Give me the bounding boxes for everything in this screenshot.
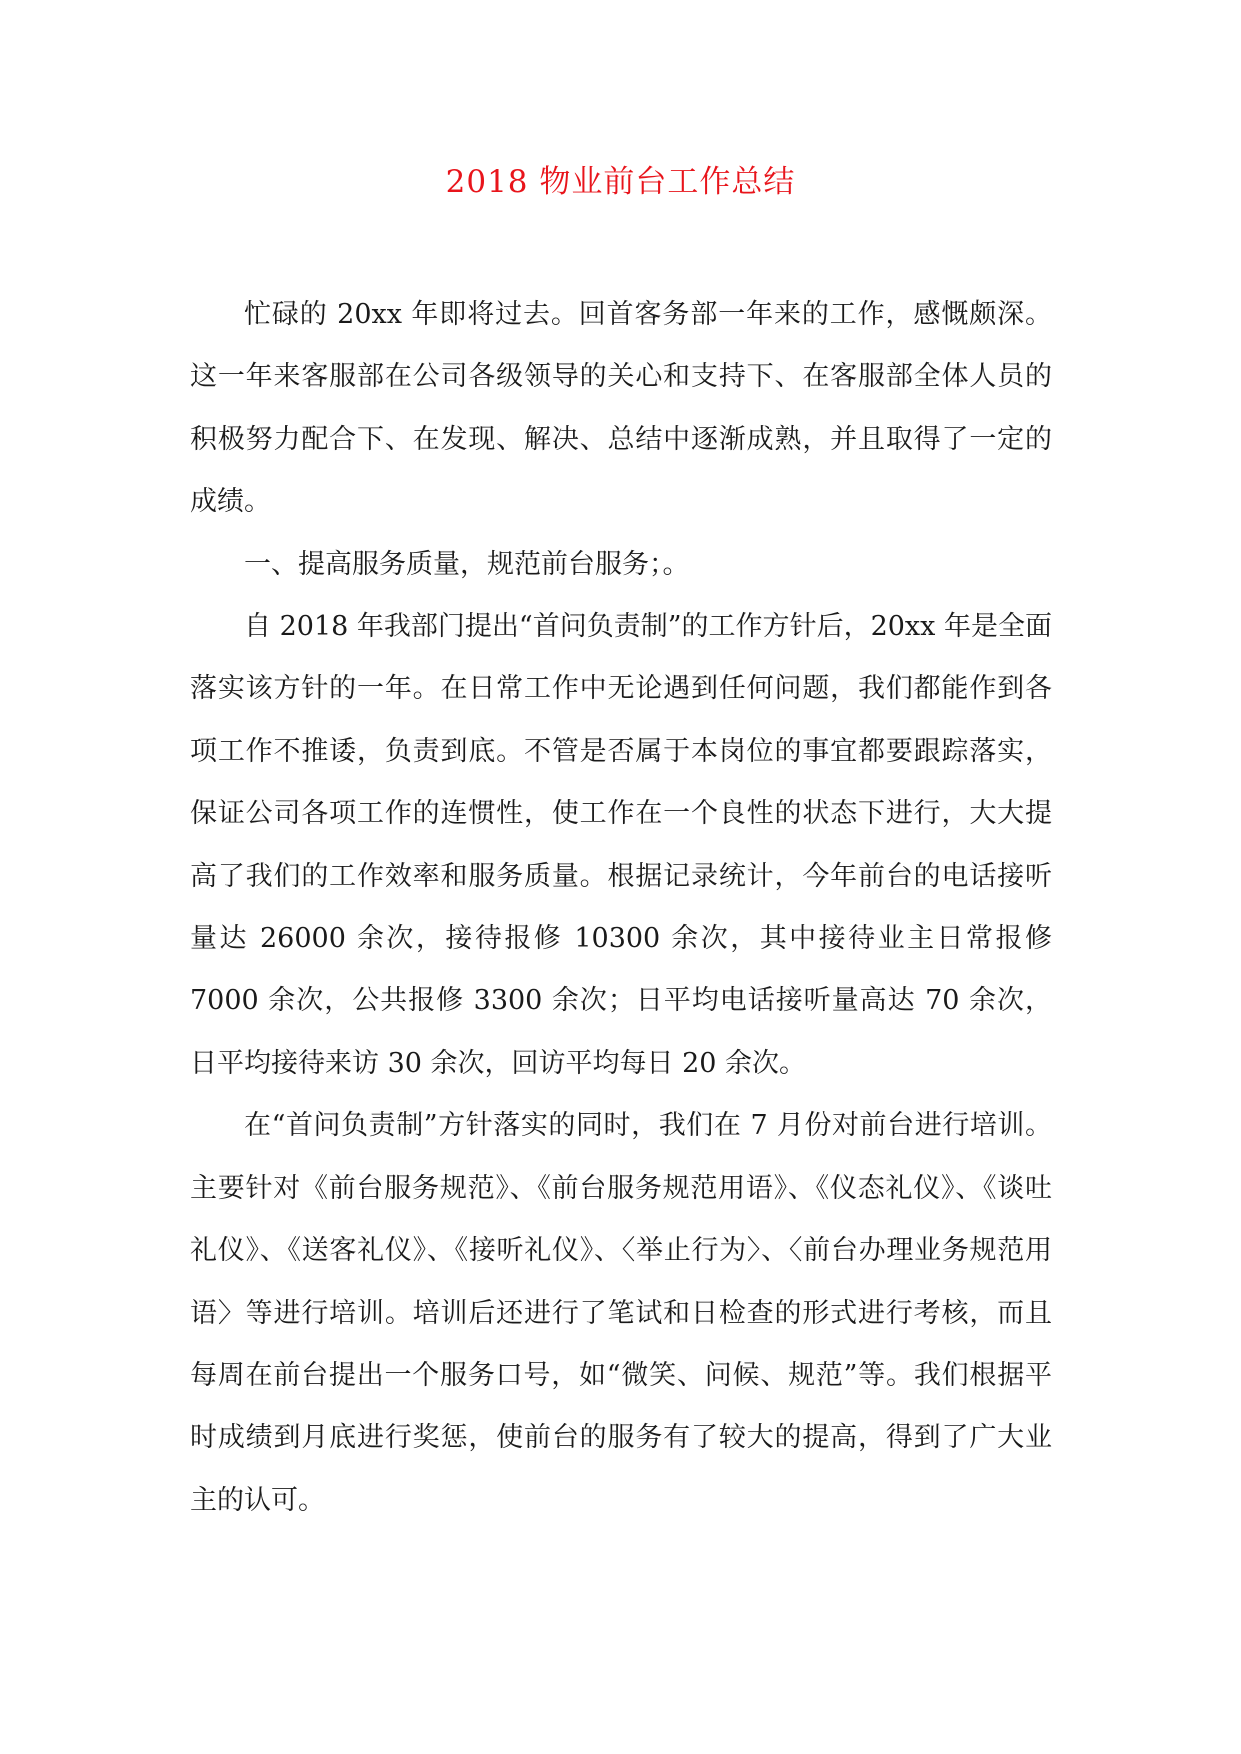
document-title: 2018 物业前台工作总结 bbox=[445, 164, 796, 200]
section-heading-1: 一、提高服务质量，规范前台服务；。 bbox=[244, 548, 690, 580]
paragraph-training: 在“首问负责制”方针落实的同时，我们在 7 月份对前台进行培训。主要针对《前台服务规范》、《前台服务规范用语》、《仪态礼仪》、《谈吐礼仪》、《送客礼仪》、《接听礼仪》、〈举止行为〉、〈前台办理业务规范用语〉等进行培训。培训后还进行了笔试和日检查的形式进行考核，而且每周在前台提出一个服务口号，如“微笑、问候、规范”等。我们根据平时成绩到月底进行奖惩，使前台的服务有了较大的提高，得到了广大业主的认可。 bbox=[190, 1110, 1052, 1516]
paragraph-first-inquiry-policy: 自 2018 年我部门提出“首问负责制”的工作方针后，20xx 年是全面落实该方针的一年。在日常工作中无论遇到任何问题，我们都能作到各项工作不推诿，负责到底。不管是否属于本岗位的事宜都要跟踪落实，保证公司各项工作的连惯性，使工作在一个良性的状态下进行，大大提高了我们的工作效率和服务质量。根据记录统计，今年前台的电话接听量达 26000 余次，接待报修 10300 余次，其中接待业主日常报修 7000 余次，公共报修 3300 余次；日平均电话接听量高达 70 余次，日平均接待来访 30 余次，回访平均每日 20 余次。 bbox=[190, 611, 1052, 1079]
paragraph-intro: 忙碌的 20xx 年即将过去。回首客务部一年来的工作，感慨颇深。这一年来客服部在公司各级领导的关心和支持下、在客服部全体人员的积极努力配合下、在发现、解决、总结中逐渐成熟，并且取得了一定的成绩。 bbox=[190, 299, 1052, 518]
document-body bbox=[190, 284, 1052, 1532]
